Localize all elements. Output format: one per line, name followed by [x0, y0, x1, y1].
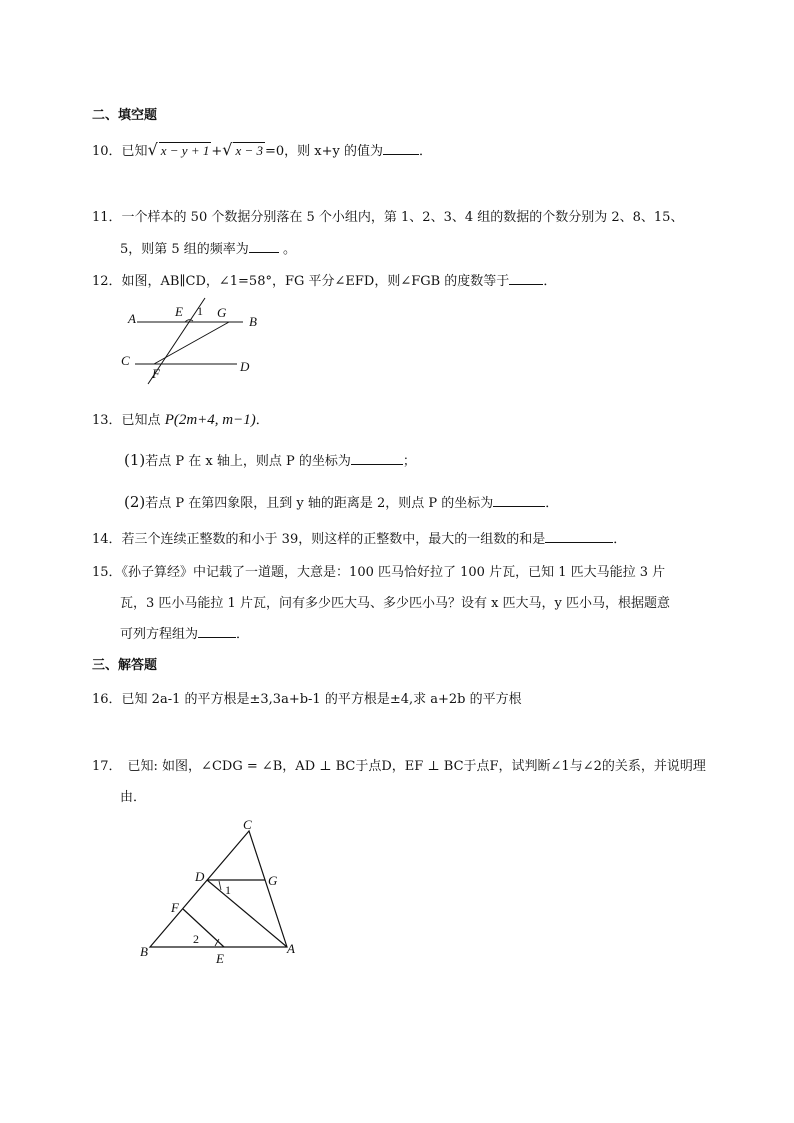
label-e: E	[175, 304, 183, 319]
answer-blank[interactable]	[351, 452, 403, 465]
question-12-text: 如图，AB∥CD，∠1=58°，FG 平分∠EFD，则∠FGB 的度数等于	[121, 274, 510, 289]
label-a: A	[128, 311, 136, 326]
label-g: G	[217, 305, 227, 320]
segment-ad	[207, 880, 287, 947]
question-16-text: 已知 2a-1 的平方根是±3,3a+b-1 的平方根是±4,求 a+2b 的平方根	[121, 692, 522, 707]
point-expression: P(2m+4, m−1)	[164, 412, 256, 428]
triangle-figure	[135, 815, 305, 967]
label-d: D	[195, 869, 205, 884]
section-heading-fill-in: 二、填空题	[92, 108, 158, 123]
answer-blank[interactable]	[383, 142, 419, 155]
label-e: E	[216, 951, 224, 966]
label-b: B	[249, 314, 257, 329]
question-11-line2	[120, 238, 296, 257]
question-10-end: ．	[419, 144, 433, 159]
question-10-post: =0，则 x+y 的值为	[265, 144, 384, 159]
question-11-text: 一个样本的 50 个数据分别落在 5 个小组内，第 1、2、3、4 组的数据的个数分别为 2、8、15、	[121, 210, 684, 225]
label-c: C	[121, 353, 130, 368]
label-angle-2: 2	[193, 932, 199, 946]
question-13	[92, 409, 269, 429]
question-number: 15．	[92, 565, 122, 580]
part-1-end: ；	[402, 454, 416, 469]
question-11-end: 。	[278, 242, 296, 257]
question-13-part1	[124, 450, 416, 469]
question-15-line1	[92, 561, 665, 580]
label-angle-1: 1	[197, 304, 203, 318]
question-12	[92, 270, 556, 289]
question-15-text: 《孙子算经》中记载了一道题，大意是：100 匹马恰好拉了 100 片瓦，已知 1 匹大马能拉 3 片	[121, 565, 666, 580]
question-number: 14．	[92, 532, 122, 547]
question-15-text-3: 可列方程组为	[120, 627, 199, 642]
question-number: 17．	[92, 759, 122, 774]
label-c: C	[243, 817, 252, 832]
label-g: G	[268, 873, 278, 888]
answer-blank[interactable]	[198, 625, 236, 638]
question-11-text-2: 5，则第 5 组的频率为	[120, 242, 249, 257]
answer-blank[interactable]	[493, 494, 545, 507]
label-f: F	[171, 900, 179, 915]
bisector-fg	[154, 322, 229, 364]
question-12-end: ．	[543, 274, 557, 289]
answer-blank[interactable]	[545, 530, 613, 543]
angle-1-mark	[219, 881, 221, 890]
label-d: D	[240, 359, 250, 374]
label-angle-1: 1	[225, 883, 231, 897]
question-11-line1	[92, 206, 683, 225]
parallel-lines-figure	[115, 294, 275, 386]
radical-2: x − 3	[235, 143, 264, 158]
question-17-line1	[92, 755, 706, 774]
label-a: A	[287, 941, 295, 956]
question-13-end: ．	[255, 413, 269, 428]
question-10: 10．已知√ x − y + 1 +√ x − 3 =0，则 x+y 的值为 ．	[92, 140, 433, 159]
question-number: 11．	[92, 210, 122, 225]
question-17-line2: 由．	[120, 790, 147, 805]
plus-sign: +	[211, 144, 223, 159]
section-heading-answers: 三、解答题	[92, 658, 158, 673]
answer-blank[interactable]	[509, 272, 543, 285]
question-number: 10．	[92, 144, 122, 159]
question-number: 16．	[92, 692, 122, 707]
question-14-text: 若三个连续正整数的和小于 39，则这样的正整数中，最大的一组数的和是	[121, 532, 546, 547]
label-f: F	[152, 366, 160, 381]
question-15-line3	[120, 623, 249, 642]
label-b: B	[140, 944, 148, 959]
question-13-part2	[124, 492, 558, 511]
question-14-end: ．	[613, 532, 627, 547]
radical-1: x − y + 1	[160, 143, 210, 158]
question-14	[92, 528, 626, 547]
question-15-end: ．	[236, 627, 250, 642]
part-number: (2)	[124, 493, 146, 511]
question-17-text: 已知: 如图，∠CDG = ∠B，AD ⊥ BC于点D，EF ⊥ BC于点F，试判断∠1与∠2的关系，并说明理	[127, 759, 706, 774]
part-number: (1)	[124, 451, 146, 469]
question-number: 13．	[92, 413, 122, 428]
part-2-text: 若点 P 在第四象限，且到 y 轴的距离是 2，则点 P 的坐标为	[145, 496, 494, 511]
question-number: 12．	[92, 274, 122, 289]
question-16	[92, 688, 522, 707]
part-2-end: ．	[545, 496, 559, 511]
question-13-pre: 已知点	[121, 413, 165, 428]
question-10-pre: 已知	[121, 144, 148, 159]
question-15-line2: 瓦，3 匹小马能拉 1 片瓦，问有多少匹大马、多少匹小马？设有 x 匹大马，y 匹小马，根据题意	[120, 596, 671, 611]
part-1-text: 若点 P 在 x 轴上，则点 P 的坐标为	[145, 454, 351, 469]
answer-blank[interactable]	[249, 240, 279, 253]
